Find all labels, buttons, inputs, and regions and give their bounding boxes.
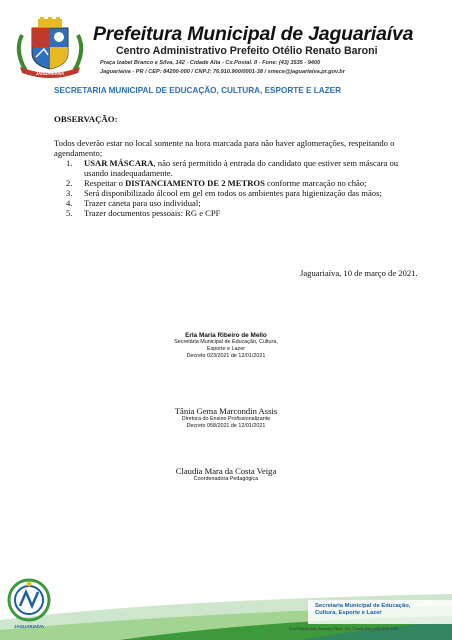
rule-number: 3. bbox=[66, 188, 73, 198]
date-line: Jaguariaíva, 10 de março de 2021. bbox=[300, 268, 418, 278]
signatory-role: Secretária Municipal de Educação, Cultura, bbox=[174, 339, 278, 345]
address-line-1: Praça Izabel Branco e Silva, 142 - Cidade Alta - Cx.Postal. II - Fone: (43) 3535 - 9400 bbox=[100, 60, 321, 66]
signatory-decree: Decreto 058/2021 de 12/01/2021 bbox=[186, 423, 266, 429]
signatory-role: Esporte e Lazer bbox=[206, 346, 246, 352]
rule-emphasis: DISTANCIAMENTO DE 2 METROS bbox=[125, 178, 265, 188]
crest-banner-text: JAGUARIAÍVA bbox=[35, 71, 65, 76]
rule-item bbox=[54, 188, 424, 198]
rule-item bbox=[54, 208, 424, 218]
signatory-decree: Decreto 023/2021 de 12/01/2021 bbox=[186, 353, 266, 359]
prefeitura-title: Prefeitura Municipal de Jaguariaíva bbox=[93, 23, 414, 45]
rule-number: 1. bbox=[66, 158, 73, 168]
footer-logo-text: JAGUARIAÍVA bbox=[14, 624, 44, 629]
signatory-name: Claudia Mara da Costa Veiga bbox=[175, 466, 277, 476]
rules-list bbox=[54, 158, 424, 218]
rule-item bbox=[54, 178, 424, 188]
signatory-name: Erla Maria Ribeiro de Mello bbox=[185, 332, 267, 339]
footer-logo bbox=[6, 576, 52, 632]
rule-text: Trazer caneta para uso individual; bbox=[84, 198, 201, 208]
footer-address: Rua Prefeito Aldo Sampaio Ribas, 109, Cidade Alta | (43) 3535-1200 bbox=[289, 627, 399, 631]
rule-emphasis: USAR MÁSCARA bbox=[84, 158, 154, 168]
signatory-name: Tânia Gema Marcondin Assis bbox=[174, 406, 278, 416]
rule-text: Será disponibilizado álcool em gel em todos os ambientes para higienização das mãos; bbox=[84, 188, 382, 198]
intro-paragraph: Todos deverão estar no local somente na hora marcada para não haver aglomerações, respeitando o agendamento; bbox=[54, 138, 395, 158]
address-line-2: Jaguariaíva - PR / CEP: 84200-000 / CNPJ: 76.910.900/0001-38 / smece@jaguariaiva.pr.gov.br bbox=[100, 69, 345, 75]
observacao-heading: OBSERVAÇÃO: bbox=[54, 114, 118, 124]
rule-item bbox=[54, 158, 424, 178]
rule-item bbox=[54, 198, 424, 208]
signatory-role: Coordenadora Pedagógica bbox=[193, 476, 259, 482]
rule-text: conforme marcação no chão; bbox=[264, 178, 367, 188]
signatory-role: Diretora do Ensino Profissionalizante bbox=[181, 416, 271, 422]
centro-administrativo-subtitle: Centro Administrativo Prefeito Otélio Renato Baroni bbox=[116, 45, 378, 57]
rule-text: , não será permitido à entrada do candidato que estiver sem máscara ou usando inadequadamente. bbox=[84, 158, 399, 178]
header-address bbox=[100, 59, 420, 77]
rule-number: 5. bbox=[66, 208, 73, 218]
footer-line-2: Cultura, Esporte e Lazer bbox=[315, 609, 382, 616]
footer-secretaria bbox=[315, 603, 450, 616]
rule-number: 4. bbox=[66, 198, 73, 208]
signature-block bbox=[136, 466, 316, 483]
rule-text: Trazer documentos pessoais: RG e CPF bbox=[84, 208, 221, 218]
secretaria-heading: SECRETARIA MUNICIPAL DE EDUCAÇÃO, CULTURA, ESPORTE E LAZER bbox=[54, 86, 342, 95]
signature-block bbox=[136, 406, 316, 430]
municipal-crest-logo bbox=[12, 17, 88, 79]
footer-line-1: Secretaria Municipal de Educação, bbox=[315, 603, 411, 609]
rule-number: 2. bbox=[66, 178, 73, 188]
rule-text: Respeitar o bbox=[84, 178, 126, 188]
signature-block bbox=[136, 332, 316, 360]
